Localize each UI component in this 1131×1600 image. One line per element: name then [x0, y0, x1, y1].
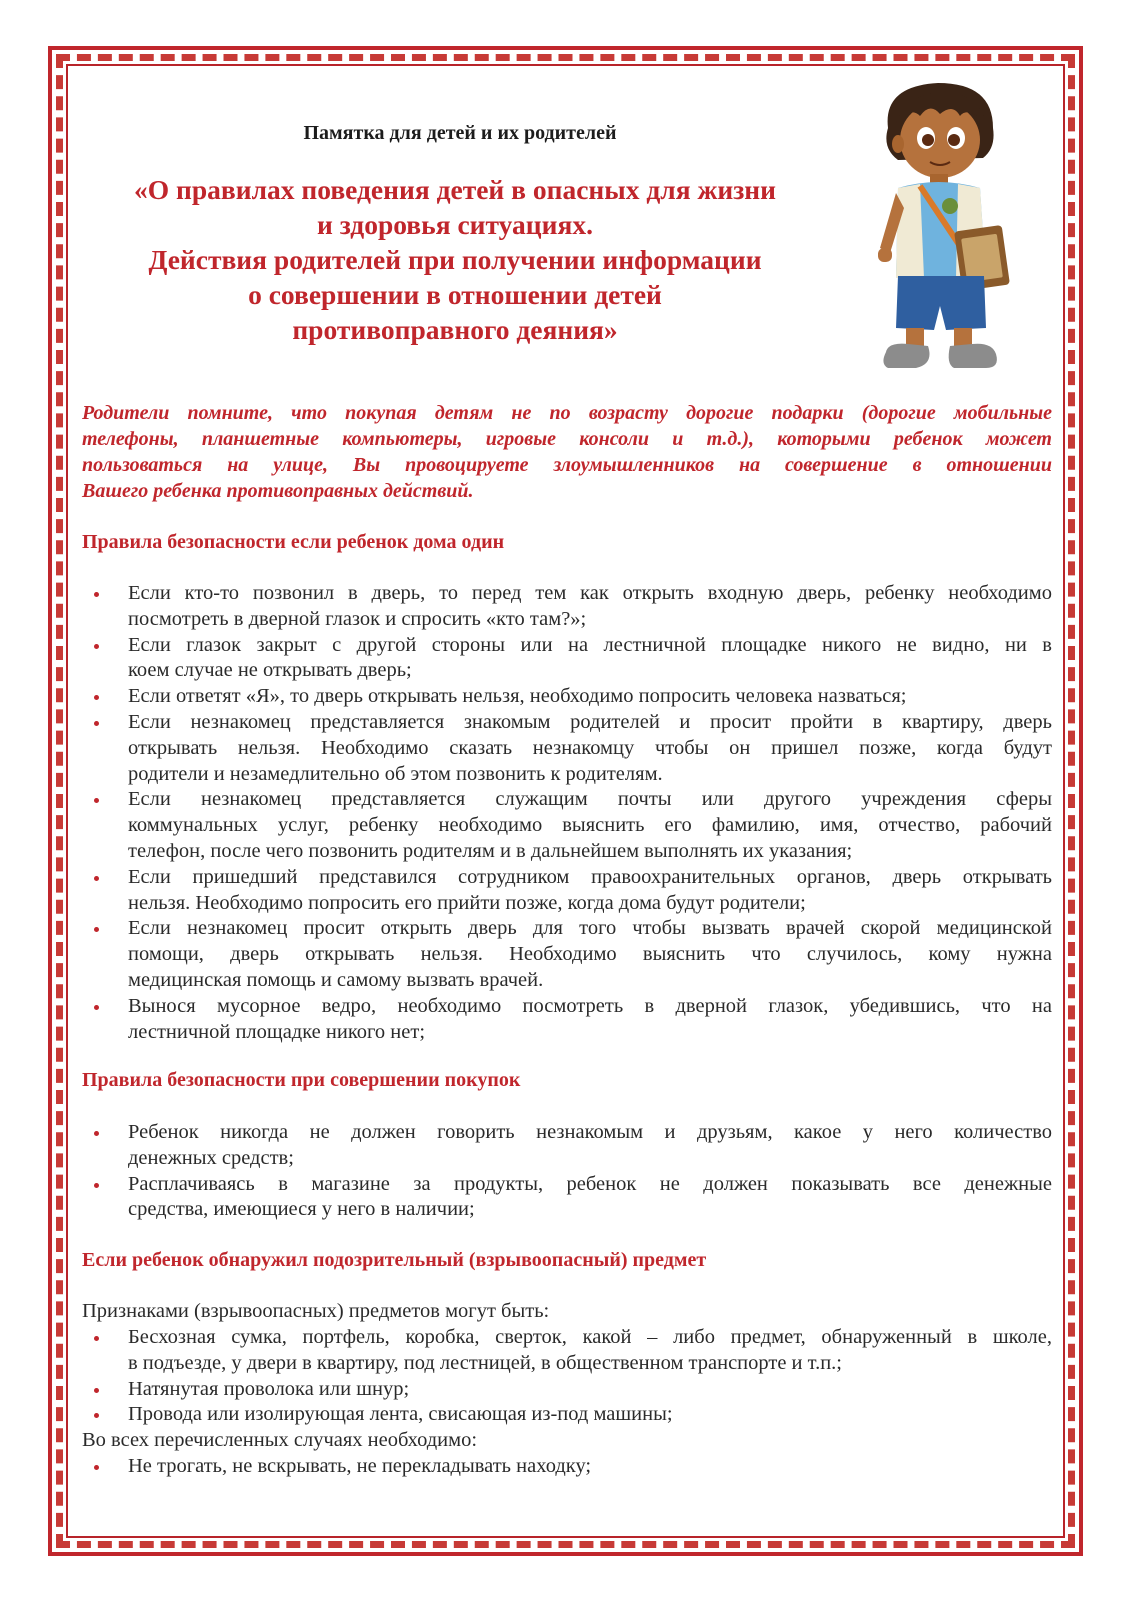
warning-line: телефоны, планшетные компьютеры, игровые консоли и т.д.), которыми ребенок может: [82, 428, 1052, 450]
memo-title-line: противоправного деяния»: [292, 314, 618, 345]
list-item: Если глазок закрыт с другой стороны или на лестничной площадке никого не видно, ни в коем случае не открывать дверь;: [82, 633, 1052, 685]
list-item: Ребенок никогда не должен говорить незнакомым и друзьям, какое у него количество денежных средств;: [82, 1120, 1052, 1172]
memo-title-line: «О правилах поведения детей в опасных для жизни: [134, 174, 776, 205]
list-item: Если ответят «Я», то дверь открывать нельзя, необходимо попросить человека назваться;: [82, 684, 1052, 710]
suspicious-actions-list: [82, 1454, 1052, 1480]
warning-line: Родители помните, что покупая детям не по возрасту дорогие подарки (дорогие мобильные: [82, 402, 1052, 424]
suspicious-intro: Признаками (взрывоопасных) предметов могут быть:: [82, 1300, 550, 1322]
cartoon-boy-illustration: [868, 78, 1018, 383]
memo-title: [80, 172, 830, 347]
section-heading-suspicious-object: Если ребенок обнаружил подозрительный (взрывоопасный) предмет: [82, 1249, 707, 1271]
memo-title-line: и здоровья ситуациях.: [317, 209, 593, 240]
shopping-rules-list: [82, 1120, 1052, 1223]
home-alone-rules-list: [82, 581, 1052, 1045]
section-heading-home-alone: Правила безопасности если ребенок дома один: [82, 531, 505, 553]
list-item: Расплачиваясь в магазине за продукты, ребенок не должен показывать все денежные средства, имеющиеся у него в наличии;: [82, 1172, 1052, 1224]
list-item: Провода или изолирующая лента, свисающая из-под машины;: [82, 1402, 1052, 1428]
list-item: Если кто-то позвонил в дверь, то перед тем как открыть входную дверь, ребенку необходимо посмотреть в дверной глазок и спросить «кто там?»;: [82, 581, 1052, 633]
section-heading-shopping: Правила безопасности при совершении покупок: [82, 1069, 521, 1091]
list-item: Не трогать, не вскрывать, не перекладывать находку;: [82, 1454, 1052, 1480]
list-item: Натянутая проволока или шнур;: [82, 1377, 1052, 1403]
memo-title-line: Действия родителей при получении информации: [148, 244, 762, 275]
suspicious-outro: Во всех перечисленных случаях необходимо:: [82, 1429, 478, 1451]
list-item: Если незнакомец просит открыть дверь для того чтобы вызвать врачей скорой медицинской помощи, дверь открывать нельзя. Необходимо выяснить что случилось, кому нужна медицинская помощь и самому вызвать врачей.: [82, 916, 1052, 993]
parents-warning: [82, 400, 1052, 504]
list-item: Бесхозная сумка, портфель, коробка, сверток, какой – либо предмет, обнаруженный в школе, в подъезде, у двери в квартиру, под лестницей, в общественном транспорте и т.п.;: [82, 1325, 1052, 1377]
warning-line: пользоваться на улице, Вы провоцируете злоумышленников на совершение в отношении: [82, 454, 1052, 476]
memo-title-line: о совершении в отношении детей: [248, 279, 662, 310]
memo-subtitle: Памятка для детей и их родителей: [303, 122, 617, 144]
warning-line: Вашего ребенка противоправных действий.: [82, 480, 474, 502]
list-item: Если пришедший представился сотрудником правоохранительных органов, дверь открывать нельзя. Необходимо попросить его прийти позже, когда дома будут родители;: [82, 865, 1052, 917]
suspicious-signs-list: [82, 1325, 1052, 1428]
list-item: Если незнакомец представляется служащим почты или другого учреждения сферы коммунальных услуг, ребенку необходимо выяснить его фамилию, имя, отчество, рабочий телефон, после чего позвонить родителям и в дальнейшем выполнять их указания;: [82, 787, 1052, 864]
list-item: Вынося мусорное ведро, необходимо посмотреть в дверной глазок, убедившись, что на лестничной площадке никого нет;: [82, 994, 1052, 1046]
list-item: Если незнакомец представляется знакомым родителей и просит пройти в квартиру, дверь открывать нельзя. Необходимо сказать незнакомцу чтобы он пришел позже, когда будут родители и незамедлительно об этом позвонить к родителям.: [82, 710, 1052, 787]
